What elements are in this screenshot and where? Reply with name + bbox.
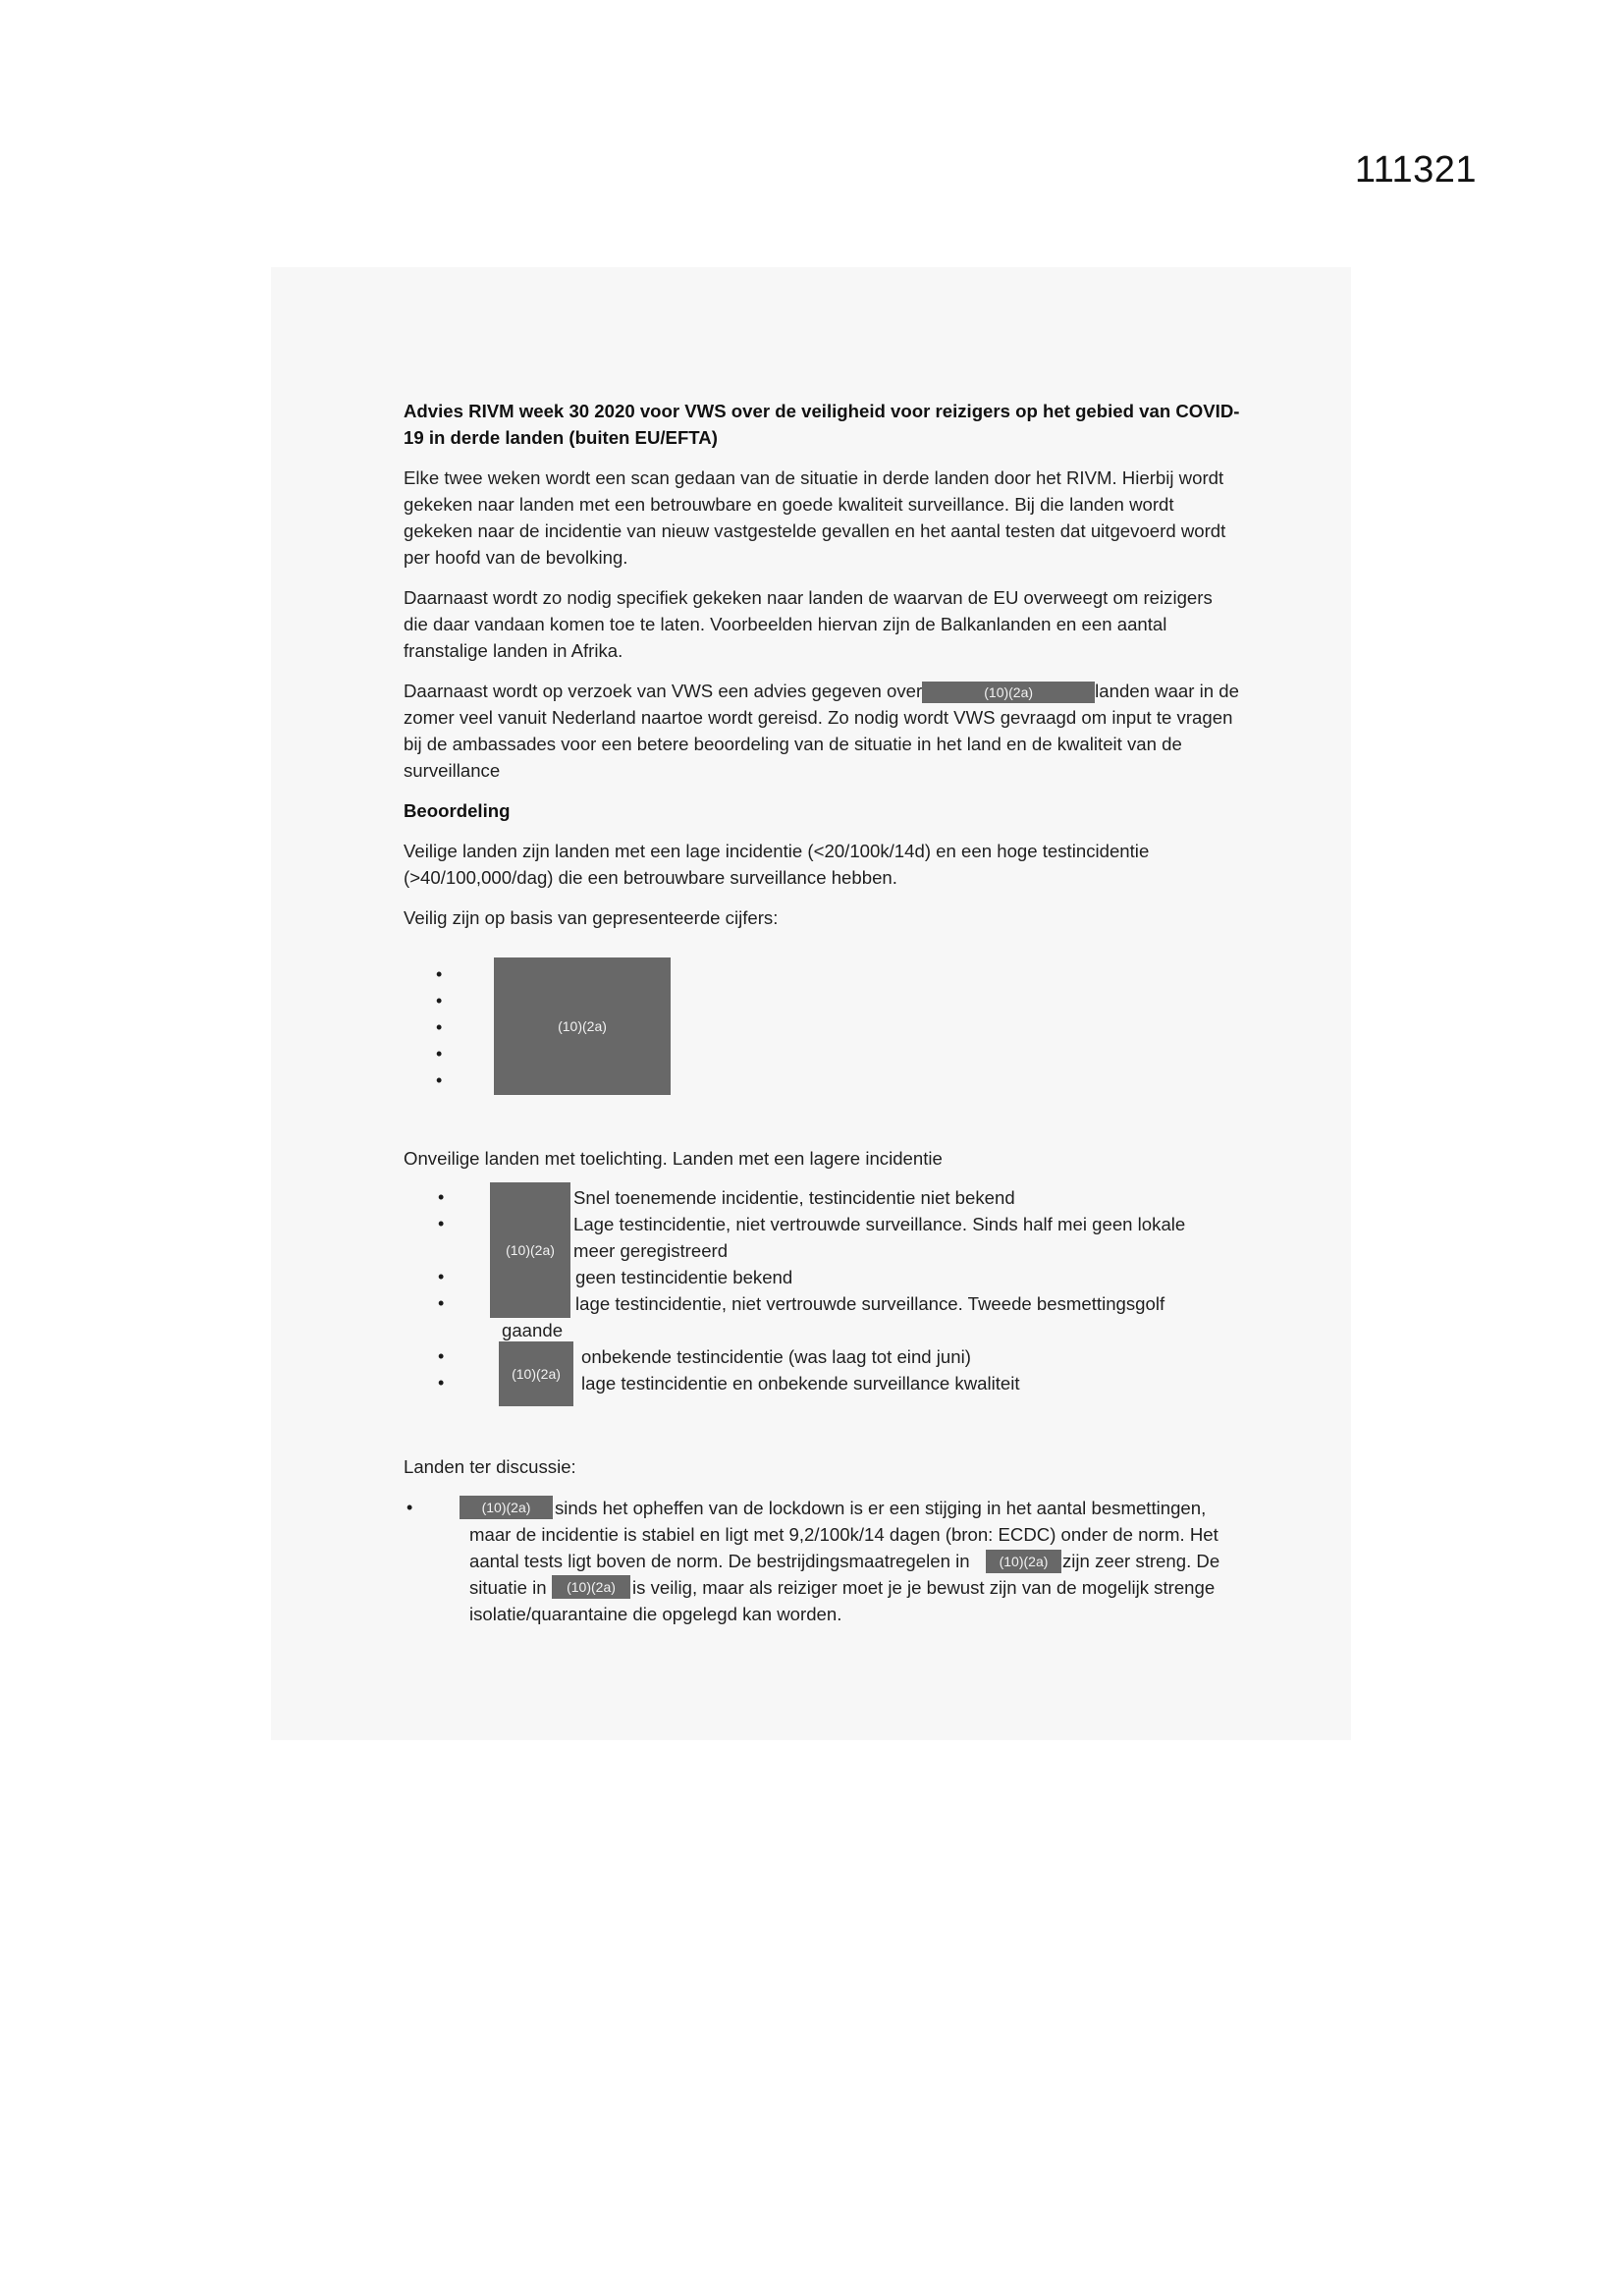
list-bullet: • <box>438 1267 445 1286</box>
redaction-block: (10)(2a) <box>986 1550 1061 1573</box>
paragraph-balkan: Daarnaast wordt zo nodig specifiek gekeken naar landen de waarvan de EU overweegt om reizigers die daar vandaan komen toe te laten. Voorbeelden hiervan zijn de Balkanlanden en een aantal franstalige landen in Afrika. <box>404 587 1213 661</box>
beoordeling-text: Veilige landen zijn landen met een lage incidentie (<20/100k/14d) en een hoge testincidentie (>40/100,000/dag) die een betrouwbare surveillance hebben. <box>404 841 1150 888</box>
unsafe-item-text: meer geregistreerd <box>573 1240 729 1261</box>
list-bullet: • <box>436 1070 443 1090</box>
list-bullet: • <box>438 1293 445 1313</box>
unsafe-item-text: lage testincidentie, niet vertrouwde surveillance. Tweede besmettingsgolf <box>575 1293 1165 1314</box>
paragraph-intro: Elke twee weken wordt een scan gedaan van de situatie in derde landen door het RIVM. Hierbij wordt gekeken naar landen met een betrouwbare en goede kwaliteit surveillance. Bij die landen wordt gekeken naar de incidentie van nieuw vastgestelde gevallen en het aantal testen dat uitgevoerd wordt per hoofd van de bevolking. <box>404 467 1226 568</box>
list-bullet: • <box>436 964 443 984</box>
discussion-text: is veilig, maar als reiziger moet je je bewust zijn van de mogelijk strenge <box>632 1577 1216 1598</box>
paragraph-vws-start: Daarnaast wordt op verzoek van VWS een advies gegeven over <box>404 681 923 701</box>
unsafe-item-text: lage testincidentie en onbekende surveillance kwaliteit <box>581 1373 1020 1394</box>
unsafe-intro: Onveilige landen met toelichting. Landen met een lagere incidentie <box>404 1148 943 1169</box>
redaction-block: (10)(2a) <box>460 1496 553 1519</box>
beoordeling-heading: Beoordeling <box>404 800 511 821</box>
list-bullet: • <box>438 1187 445 1207</box>
unsafe-item-text: gaande <box>502 1320 564 1340</box>
unsafe-item-text: geen testincidentie bekend <box>575 1267 793 1287</box>
unsafe-item-text: Lage testincidentie, niet vertrouwde surveillance. Sinds half mei geen lokale <box>573 1214 1186 1234</box>
unsafe-item-text: Snel toenemende incidentie, testincidentie niet bekend <box>573 1187 1015 1208</box>
document-number: 111321 <box>1354 149 1477 191</box>
discussion-text: situatie in <box>469 1577 547 1598</box>
redaction-block: (10)(2a) <box>922 682 1095 703</box>
unsafe-item-text: onbekende testincidentie (was laag tot eind juni) <box>581 1346 971 1367</box>
discussion-text: maar de incidentie is stabiel en ligt met 9,2/100k/14 dagen (bron: ECDC) onder de norm. Het <box>469 1524 1218 1545</box>
paragraph-vws-end: landen waar in de zomer veel vanuit Nederland naartoe wordt gereisd. Zo nodig wordt VWS gevraagd om input te vragen bij de ambassades voor een betere beoordeling van de situatie in het land en de kwaliteit van de surveillance <box>404 681 1239 781</box>
redaction-block: (10)(2a) <box>494 957 671 1095</box>
redaction-block: (10)(2a) <box>499 1341 573 1406</box>
discussion-heading: Landen ter discussie: <box>404 1456 576 1477</box>
list-bullet: • <box>436 1017 443 1037</box>
paragraph-vws <box>404 678 1240 784</box>
list-bullet: • <box>438 1373 445 1393</box>
list-bullet: • <box>406 1498 413 1517</box>
veilig-intro: Veilig zijn op basis van gepresenteerde cijfers: <box>404 907 779 928</box>
discussion-text: aantal tests ligt boven de norm. De bestrijdingsmaatregelen in <box>469 1551 970 1571</box>
redaction-block: (10)(2a) <box>490 1182 570 1318</box>
list-bullet: • <box>438 1346 445 1366</box>
discussion-text: zijn zeer streng. De <box>1062 1551 1220 1571</box>
discussion-text: sinds het opheffen van de lockdown is er een stijging in het aantal besmettingen, <box>555 1498 1207 1518</box>
document-title: Advies RIVM week 30 2020 voor VWS over de veiligheid voor reizigers op het gebied van COVID-19 in derde landen (buiten EU/EFTA) <box>404 401 1240 448</box>
list-bullet: • <box>438 1214 445 1233</box>
discussion-text: isolatie/quarantaine die opgelegd kan worden. <box>469 1604 842 1624</box>
list-bullet: • <box>436 991 443 1011</box>
redaction-block: (10)(2a) <box>552 1575 630 1599</box>
list-bullet: • <box>436 1044 443 1064</box>
document-body <box>404 398 1240 945</box>
